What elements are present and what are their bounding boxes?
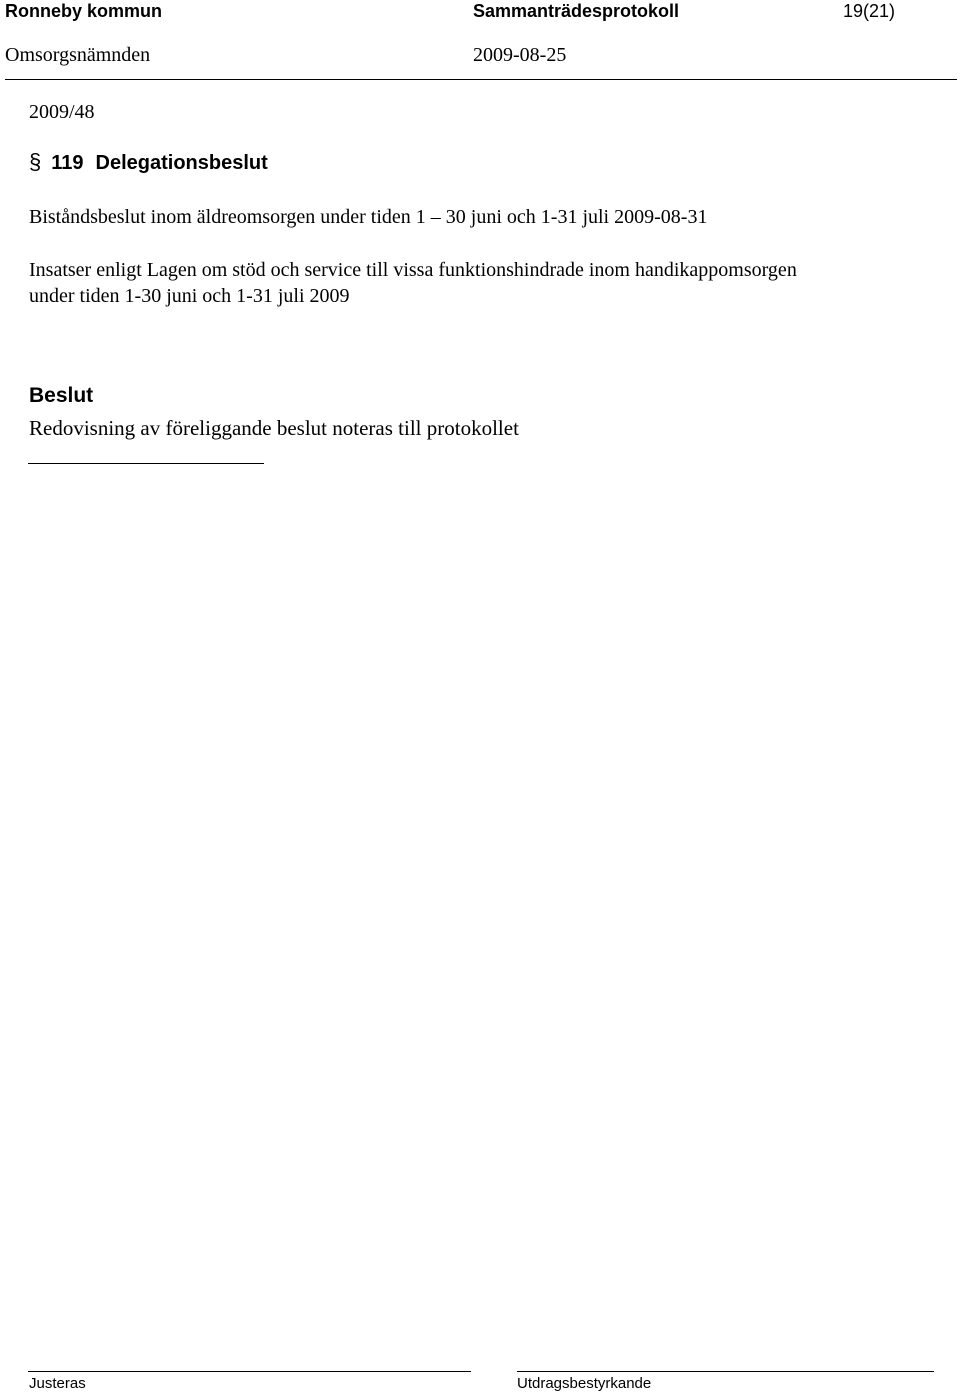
header-organization: Ronneby kommun [5, 1, 163, 21]
section-symbol: § [29, 149, 42, 174]
header-page-number: 19(21) [843, 1, 896, 21]
section-end-divider [28, 463, 264, 464]
decision-heading: Beslut [29, 384, 94, 407]
section-title: Delegationsbeslut [95, 152, 268, 174]
footer-utdragsbestyrkande: Utdragsbestyrkande [517, 1375, 652, 1392]
agenda-item-lss-line2: under tiden 1-30 juni och 1-31 juli 2009 [29, 285, 350, 307]
section-heading [29, 149, 268, 175]
header-divider [5, 79, 957, 80]
header-board: Omsorgsnämnden [5, 44, 151, 66]
agenda-item-elderly-care: Biståndsbeslut inom äldreomsorgen under tiden 1 – 30 juni och 1-31 juli 2009-08-31 [29, 206, 708, 228]
footer-justeras: Justeras [29, 1375, 86, 1392]
agenda-item-lss-line1: Insatser enligt Lagen om stöd och service till vissa funktionshindrade inom handikappomsorgen [29, 259, 797, 281]
footer-divider-right [517, 1371, 934, 1372]
case-number: 2009/48 [29, 101, 95, 123]
header-date: 2009-08-25 [473, 44, 567, 66]
header-document-type: Sammanträdesprotokoll [473, 1, 680, 21]
decision-text: Redovisning av föreliggande beslut noteras till protokollet [29, 416, 519, 440]
section-number: 119 [51, 152, 84, 174]
footer-divider-left [28, 1371, 471, 1372]
